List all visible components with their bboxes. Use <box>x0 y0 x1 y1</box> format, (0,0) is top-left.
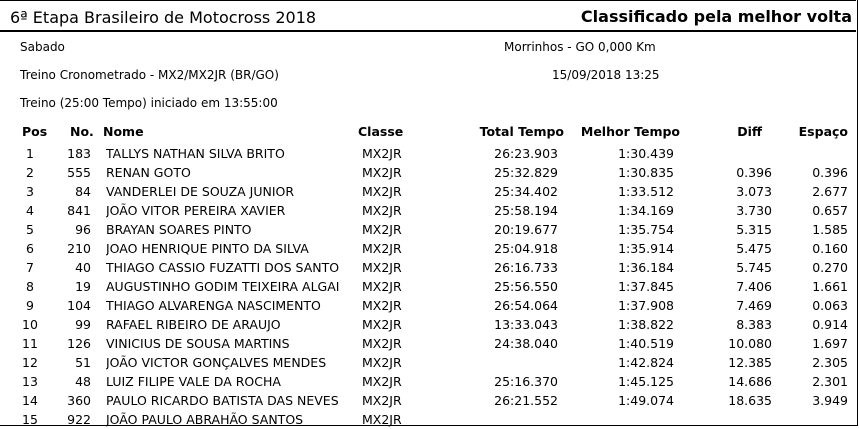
cell-class: MX2JR <box>362 336 402 351</box>
cell-class: MX2JR <box>362 146 402 161</box>
cell-total-time: 20:19.677 <box>494 222 558 237</box>
cell-name: BRAYAN SOARES PINTO <box>106 222 252 237</box>
results-table <box>0 144 856 429</box>
cell-no: 210 <box>67 241 91 256</box>
cell-diff: 3.730 <box>736 203 772 218</box>
cell-no: 183 <box>67 146 91 161</box>
cell-total-time: 25:04.918 <box>494 241 558 256</box>
cell-best-time: 1:30.439 <box>618 146 674 161</box>
cell-best-time: 1:45.125 <box>618 374 674 389</box>
table-row <box>0 163 856 182</box>
cell-gap: 2.301 <box>812 374 848 389</box>
cell-diff: 14.686 <box>728 374 772 389</box>
table-row <box>0 201 856 220</box>
table-row <box>0 334 856 353</box>
cell-name: PAULO RICARDO BATISTA DAS NEVES <box>106 393 339 408</box>
table-row <box>0 391 856 410</box>
cell-pos: 1 <box>26 146 34 161</box>
cell-gap: 0.396 <box>812 165 848 180</box>
table-row <box>0 315 856 334</box>
cell-class: MX2JR <box>362 393 402 408</box>
cell-no: 40 <box>75 260 91 275</box>
cell-gap: 0.160 <box>812 241 848 256</box>
cell-best-time: 1:49.074 <box>618 393 674 408</box>
column-header-no: No. <box>70 124 94 139</box>
cell-best-time: 1:33.512 <box>618 184 674 199</box>
cell-name: LUIZ FILIPE VALE DA ROCHA <box>106 374 281 389</box>
cell-diff: 12.385 <box>728 355 772 370</box>
cell-name: JOÃO VICTOR GONÇALVES MENDES <box>106 355 327 370</box>
cell-gap: 2.677 <box>812 184 848 199</box>
column-header-diff: Diff <box>737 124 762 139</box>
cell-diff: 5.315 <box>736 222 772 237</box>
column-header-pos: Pos <box>22 124 48 139</box>
cell-class: MX2JR <box>362 355 402 370</box>
cell-diff: 18.635 <box>728 393 772 408</box>
cell-total-time: 26:16.733 <box>494 260 558 275</box>
cell-pos: 7 <box>26 260 34 275</box>
cell-gap: 0.270 <box>812 260 848 275</box>
cell-name: TALLYS NATHAN SILVA BRITO <box>106 146 285 161</box>
cell-total-time: 26:21.552 <box>494 393 558 408</box>
cell-pos: 14 <box>22 393 38 408</box>
cell-no: 360 <box>67 393 91 408</box>
cell-pos: 15 <box>22 412 38 427</box>
table-row <box>0 182 856 201</box>
cell-pos: 13 <box>22 374 38 389</box>
cell-class: MX2JR <box>362 374 402 389</box>
cell-total-time: 25:32.829 <box>494 165 558 180</box>
cell-best-time: 1:37.908 <box>618 298 674 313</box>
table-row <box>0 372 856 391</box>
cell-no: 96 <box>75 222 91 237</box>
cell-pos: 11 <box>22 336 38 351</box>
session-day: Sabado <box>20 40 65 54</box>
column-header-gap: Espaço <box>798 124 848 139</box>
session-location: Morrinhos - GO 0,000 Km <box>504 40 656 54</box>
cell-diff: 10.080 <box>728 336 772 351</box>
table-row <box>0 144 856 163</box>
cell-total-time: 25:58.194 <box>494 203 558 218</box>
table-row <box>0 296 856 315</box>
cell-pos: 2 <box>26 165 34 180</box>
cell-diff: 8.383 <box>736 317 772 332</box>
cell-gap: 0.657 <box>812 203 848 218</box>
table-row <box>0 277 856 296</box>
cell-best-time: 1:34.169 <box>618 203 674 218</box>
cell-gap: 0.914 <box>812 317 848 332</box>
cell-no: 48 <box>75 374 91 389</box>
cell-gap: 3.949 <box>812 393 848 408</box>
cell-best-time: 1:30.835 <box>618 165 674 180</box>
column-header-best: Melhor Tempo <box>580 124 680 139</box>
cell-pos: 12 <box>22 355 38 370</box>
cell-gap: 1.697 <box>812 336 848 351</box>
cell-no: 922 <box>67 412 91 427</box>
cell-class: MX2JR <box>362 203 402 218</box>
cell-name: RENAN GOTO <box>106 165 191 180</box>
cell-gap: 1.661 <box>812 279 848 294</box>
cell-pos: 4 <box>26 203 34 218</box>
cell-name: THIAGO ALVARENGA NASCIMENTO <box>106 298 321 313</box>
cell-diff: 5.745 <box>736 260 772 275</box>
cell-name: AUGUSTINHO GODIM TEIXEIRA ALGAI <box>106 279 340 294</box>
cell-no: 841 <box>67 203 91 218</box>
cell-name: JOÃO VITOR PEREIRA XAVIER <box>106 203 286 218</box>
session-datetime: 15/09/2018 13:25 <box>552 68 660 82</box>
cell-class: MX2JR <box>362 279 402 294</box>
cell-best-time: 1:42.824 <box>618 355 674 370</box>
table-row <box>0 353 856 372</box>
cell-total-time: 25:56.550 <box>494 279 558 294</box>
cell-best-time: 1:37.845 <box>618 279 674 294</box>
cell-pos: 8 <box>26 279 34 294</box>
cell-no: 19 <box>75 279 91 294</box>
cell-class: MX2JR <box>362 317 402 332</box>
table-row <box>0 410 856 429</box>
cell-best-time: 1:36.184 <box>618 260 674 275</box>
session-name: Treino Cronometrado - MX2/MX2JR (BR/GO) <box>20 68 279 82</box>
table-row <box>0 239 856 258</box>
cell-total-time: 26:54.064 <box>494 298 558 313</box>
column-header-name: Nome <box>103 124 144 139</box>
cell-pos: 10 <box>22 317 38 332</box>
cell-class: MX2JR <box>362 412 402 427</box>
cell-class: MX2JR <box>362 260 402 275</box>
cell-pos: 6 <box>26 241 34 256</box>
cell-no: 84 <box>75 184 91 199</box>
cell-name: VINICIUS DE SOUSA MARTINS <box>106 336 290 351</box>
cell-diff: 5.475 <box>736 241 772 256</box>
cell-best-time: 1:35.754 <box>618 222 674 237</box>
cell-name: THIAGO CASSIO FUZATTI DOS SANTO <box>106 260 340 275</box>
cell-diff: 3.073 <box>736 184 772 199</box>
cell-best-time: 1:38.822 <box>618 317 674 332</box>
event-title: 6ª Etapa Brasileiro de Motocross 2018 <box>10 8 317 27</box>
cell-pos: 5 <box>26 222 34 237</box>
cell-best-time: 1:35.914 <box>618 241 674 256</box>
cell-gap: 1.585 <box>812 222 848 237</box>
cell-no: 99 <box>75 317 91 332</box>
cell-diff: 7.406 <box>736 279 772 294</box>
cell-diff: 7.469 <box>736 298 772 313</box>
cell-total-time: 13:33.043 <box>494 317 558 332</box>
session-start: Treino (25:00 Tempo) iniciado em 13:55:00 <box>20 96 278 110</box>
cell-pos: 3 <box>26 184 34 199</box>
cell-gap: 0.063 <box>812 298 848 313</box>
cell-no: 51 <box>75 355 91 370</box>
cell-name: RAFAEL RIBEIRO DE ARAUJO <box>106 317 281 332</box>
cell-class: MX2JR <box>362 165 402 180</box>
cell-class: MX2JR <box>362 241 402 256</box>
cell-name: JOAO HENRIQUE PINTO DA SILVA <box>106 241 309 256</box>
cell-no: 104 <box>67 298 91 313</box>
report-header <box>0 0 856 32</box>
cell-total-time: 26:23.903 <box>494 146 558 161</box>
result-type-title: Classificado pela melhor volta <box>580 7 852 26</box>
cell-gap: 2.305 <box>812 355 848 370</box>
cell-diff: 0.396 <box>736 165 772 180</box>
cell-pos: 9 <box>26 298 34 313</box>
cell-name: VANDERLEI DE SOUZA JUNIOR <box>106 184 295 199</box>
cell-no: 555 <box>67 165 91 180</box>
cell-name: JOÃO PAULO ABRAHÃO SANTOS <box>106 412 304 427</box>
table-row <box>0 258 856 277</box>
cell-best-time: 1:40.519 <box>618 336 674 351</box>
table-row <box>0 220 856 239</box>
cell-class: MX2JR <box>362 184 402 199</box>
cell-total-time: 25:34.402 <box>494 184 558 199</box>
cell-total-time: 24:38.040 <box>494 336 558 351</box>
cell-total-time: 25:16.370 <box>494 374 558 389</box>
cell-no: 126 <box>67 336 91 351</box>
cell-class: MX2JR <box>362 222 402 237</box>
column-header-total: Total Tempo <box>479 124 564 139</box>
column-header-class: Classe <box>358 124 404 139</box>
cell-class: MX2JR <box>362 298 402 313</box>
